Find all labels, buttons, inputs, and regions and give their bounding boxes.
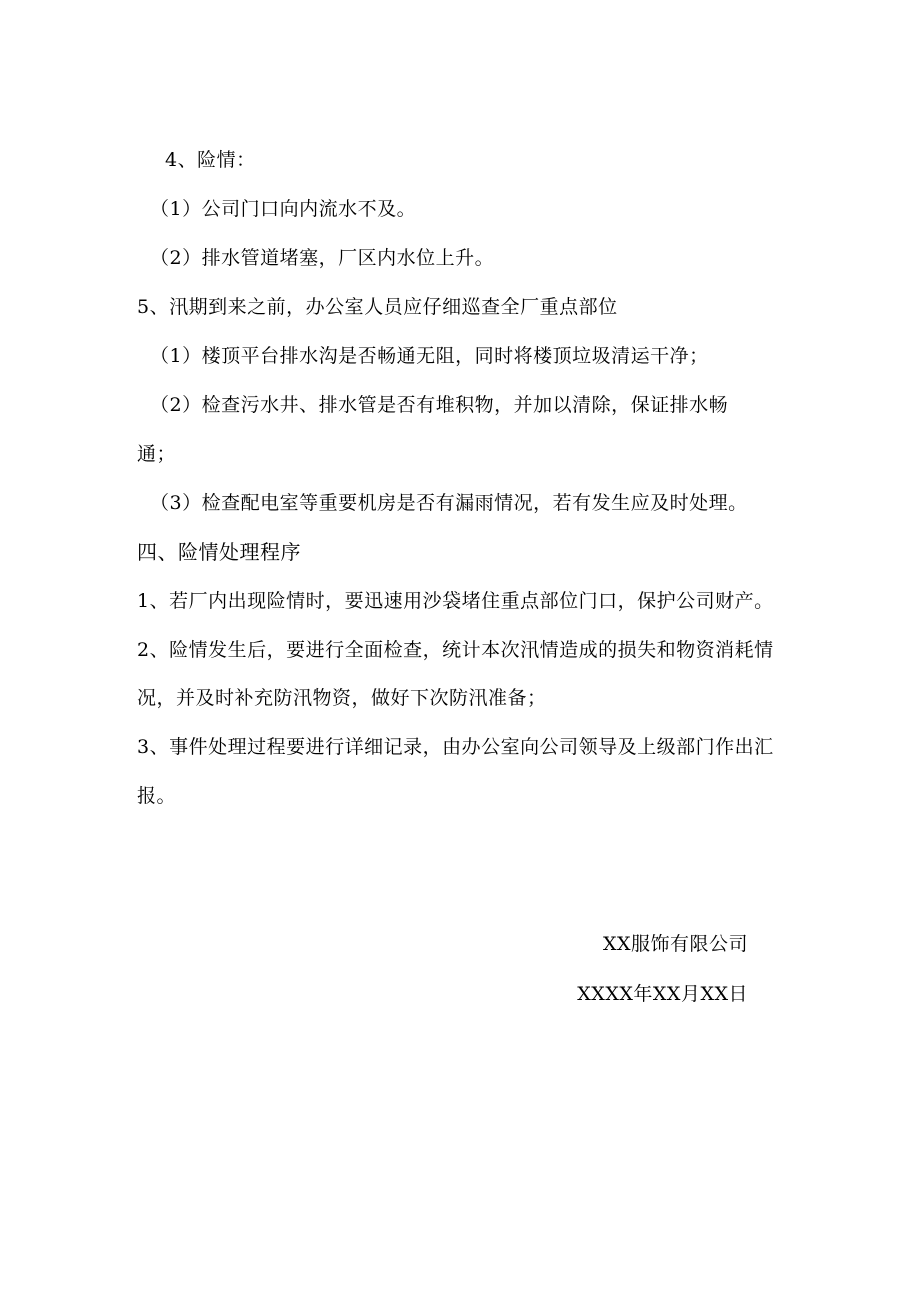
paragraph-line: （2）检查污水井、排水管是否有堆积物，并加以清除，保证排水畅	[150, 394, 729, 416]
paragraph-line: 通；	[137, 443, 177, 465]
paragraph-line: 报。	[137, 785, 177, 807]
paragraph-line: （2）排水管道堵塞，厂区内水位上升。	[150, 247, 495, 269]
paragraph-line: （1）公司门口向内流水不及。	[150, 198, 417, 220]
paragraph-line: （1）楼顶平台排水沟是否畅通无阻，同时将楼顶垃圾清运干净；	[150, 345, 709, 367]
signature-company: XX服饰有限公司	[602, 933, 748, 955]
section-heading: 四、险情处理程序	[137, 540, 301, 564]
paragraph-line: 3、事件处理过程要进行详细记录，由办公室向公司领导及上级部门作出汇	[137, 736, 774, 758]
signature-date: XXXX年XX月XX日	[577, 983, 748, 1005]
paragraph-line: 5、汛期到来之前，办公室人员应仔细巡查全厂重点部位	[137, 296, 618, 318]
paragraph-line: 2、险情发生后，要进行全面检查，统计本次汛情造成的损失和物资消耗情	[137, 639, 774, 661]
paragraph-line: 1、若厂内出现险情时，要迅速用沙袋堵住重点部位门口，保护公司财产。	[137, 590, 774, 612]
paragraph-line: 4、险情：	[165, 149, 256, 171]
paragraph-line: 况，并及时补充防汛物资，做好下次防汛准备；	[137, 687, 547, 709]
paragraph-line: （3）检查配电室等重要机房是否有漏雨情况，若有发生应及时处理。	[150, 492, 748, 514]
